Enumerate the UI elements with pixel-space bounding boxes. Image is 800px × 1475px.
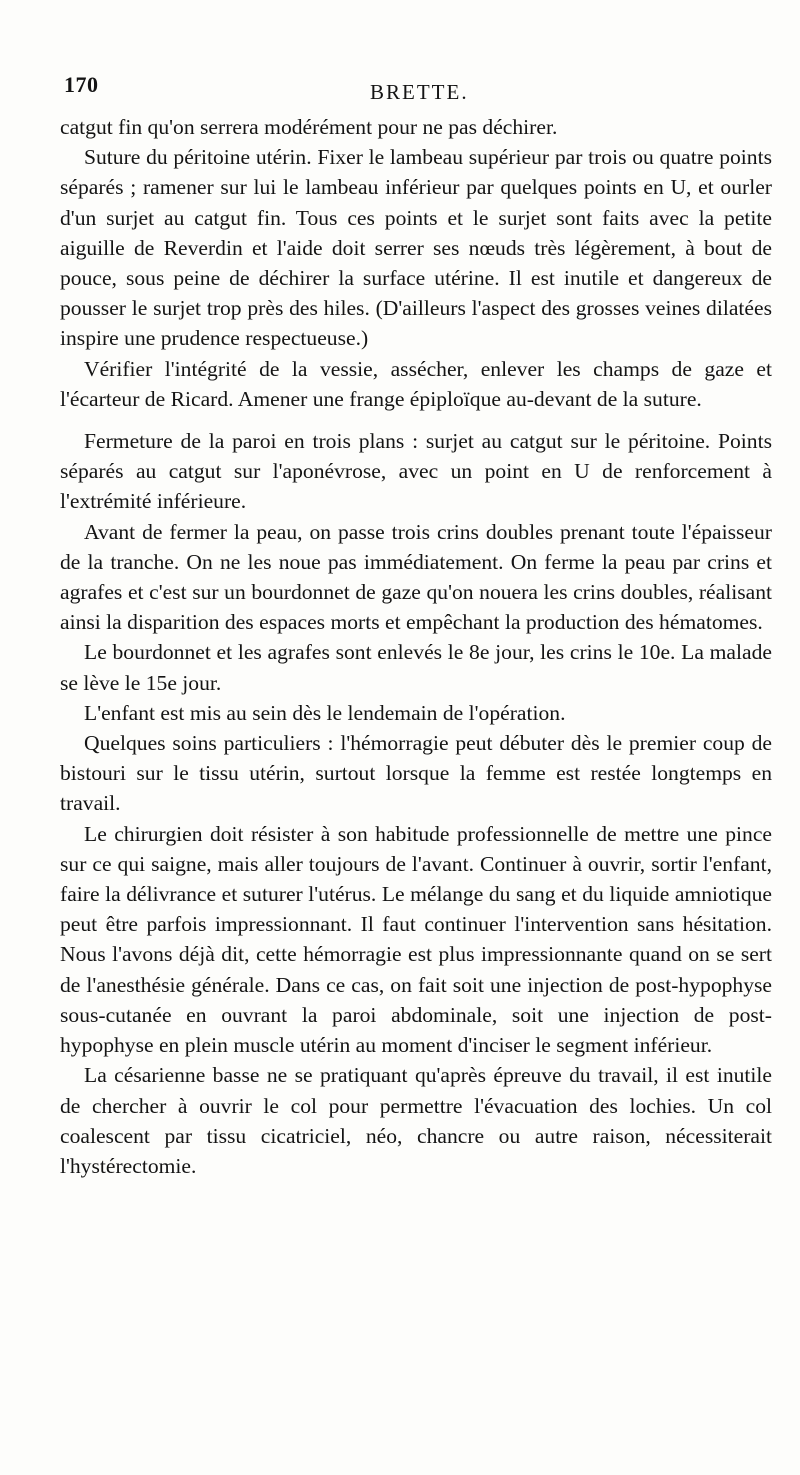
paragraph-fermeture-paroi: Fermeture de la paroi en trois plans : surjet au catgut sur le péritoine. Points séparés au catgut sur l'aponévrose, avec un point en U de renforcement à l'extrémité inférieure. xyxy=(60,429,772,514)
paragraph-bourdonnet: Le bourdonnet et les agrafes sont enlevés le 8e jour, les crins le 10e. La malade se lève le 15e jour. xyxy=(60,640,772,695)
paragraph-enfant-sein: L'enfant est mis au sein dès le lendemain de l'opération. xyxy=(84,700,566,725)
page-number: 170 xyxy=(64,72,99,97)
paragraph-verifier-vessie: Vérifier l'intégrité de la vessie, assécher, enlever les champs de gaze et l'écarteur de Ricard. Amener une frange épiploïque au-devant de la suture. xyxy=(60,356,772,411)
paragraph-fermer-peau: Avant de fermer la peau, on passe trois crins doubles prenant toute l'épaisseur de la tranche. On ne les noue pas immédiatement. On ferme la peau par crins et agrafes et c'est sur un bourdonnet de gaze qu'on nouera les crins doubles, réalisant ainsi la disparition des espaces morts et empêchant la production des hématomes. xyxy=(60,519,772,635)
paragraph-chirurgien: Le chirurgien doit résister à son habitude professionnelle de mettre une pince sur ce qui saigne, mais aller toujours de l'avant. Continuer à ouvrir, sortir l'enfant, faire la délivrance et suturer l'utérus. Le mélange du sang et du liquide amniotique peut être parfois impressionnant. Il faut continuer l'intervention sans hésitation. Nous l'avons déjà dit, cette hémorragie est plus impressionnante quand on se sert de l'anesthésie générale. Dans ce cas, on fait soit une injection de post-hypophyse sous-cutanée en ouvrant la paroi abdominale, soit une injection de post-hypophyse en plein muscle utérin au moment d'inciser le segment inférieur. xyxy=(60,821,772,1058)
body-text xyxy=(60,112,772,1181)
paragraph-continuation: catgut fin qu'on serrera modérément pour ne pas déchirer. xyxy=(60,115,558,139)
running-head: BRETTE. xyxy=(370,80,469,104)
paragraph-cesarienne-basse: La césarienne basse ne se pratiquant qu'après épreuve du travail, il est inutile de chercher à ouvrir le col pour permettre l'évacuation des lochies. Un col coalescent par tissu cicatriciel, néo, chancre ou autre raison, nécessiterait l'hystérectomie. xyxy=(60,1063,772,1178)
paragraph-soins-particuliers: Quelques soins particuliers : l'hémorragie peut débuter dès le premier coup de bistouri sur le tissu utérin, surtout lorsque la femme est restée longtemps en travail. xyxy=(60,731,772,816)
page-header xyxy=(60,66,760,106)
paragraph-suture-peritoine: Suture du péritoine utérin. Fixer le lambeau supérieur par trois ou quatre points séparés ; ramener sur lui le lambeau inférieur par quelques points en U, et ourler d'un surjet au catgut fin. Tous ces points et le surjet sont faits avec la petite aiguille de Reverdin et l'aide doit serrer ses nœuds très légèrement, à bout de pouce, sous peine de déchirer la surface utérine. Il est inutile et dangereux de pousser le surjet trop près des hiles. (D'ailleurs l'aspect des grosses veines dilatées inspire une prudence respectueuse.) xyxy=(60,145,772,351)
